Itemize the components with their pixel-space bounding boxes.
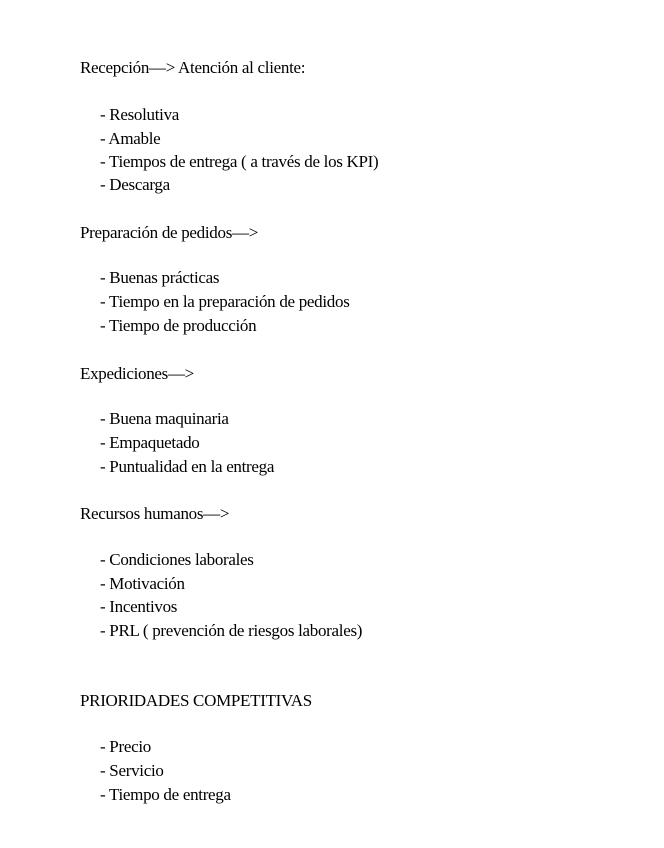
section-heading-recepcion: Recepción—> Atención al cliente: — [80, 58, 306, 77]
list-item: - Resolutiva — [100, 105, 180, 124]
list-item: - Tiempo de producción — [100, 316, 257, 335]
list-item: - Tiempos de entrega ( a través de los KPI) — [100, 152, 379, 171]
list-item: - Tiempo en la preparación de pedidos — [100, 292, 350, 311]
list-item: - Buena maquinaria — [100, 409, 229, 428]
list-item: - Buenas prácticas — [100, 268, 220, 287]
list-item: - Motivación — [100, 574, 185, 593]
list-item: - Descarga — [100, 175, 170, 194]
list-item: - Amable — [100, 129, 161, 148]
list-item: - Tiempo de entrega — [100, 785, 231, 804]
list-item: - Incentivos — [100, 597, 178, 616]
list-item: - Puntualidad en la entrega — [100, 457, 275, 476]
list-item: - Servicio — [100, 761, 164, 780]
list-item: - Precio — [100, 737, 151, 756]
section-heading-expediciones: Expediciones—> — [80, 364, 194, 383]
section-heading-preparacion: Preparación de pedidos—> — [80, 223, 258, 242]
section-heading-recursos-humanos: Recursos humanos—> — [80, 504, 230, 523]
list-item: - Condiciones laborales — [100, 550, 254, 569]
section-heading-prioridades: PRIORIDADES COMPETITIVAS — [80, 691, 312, 710]
list-item: - Empaquetado — [100, 433, 200, 452]
list-item: - PRL ( prevención de riesgos laborales) — [100, 621, 363, 640]
